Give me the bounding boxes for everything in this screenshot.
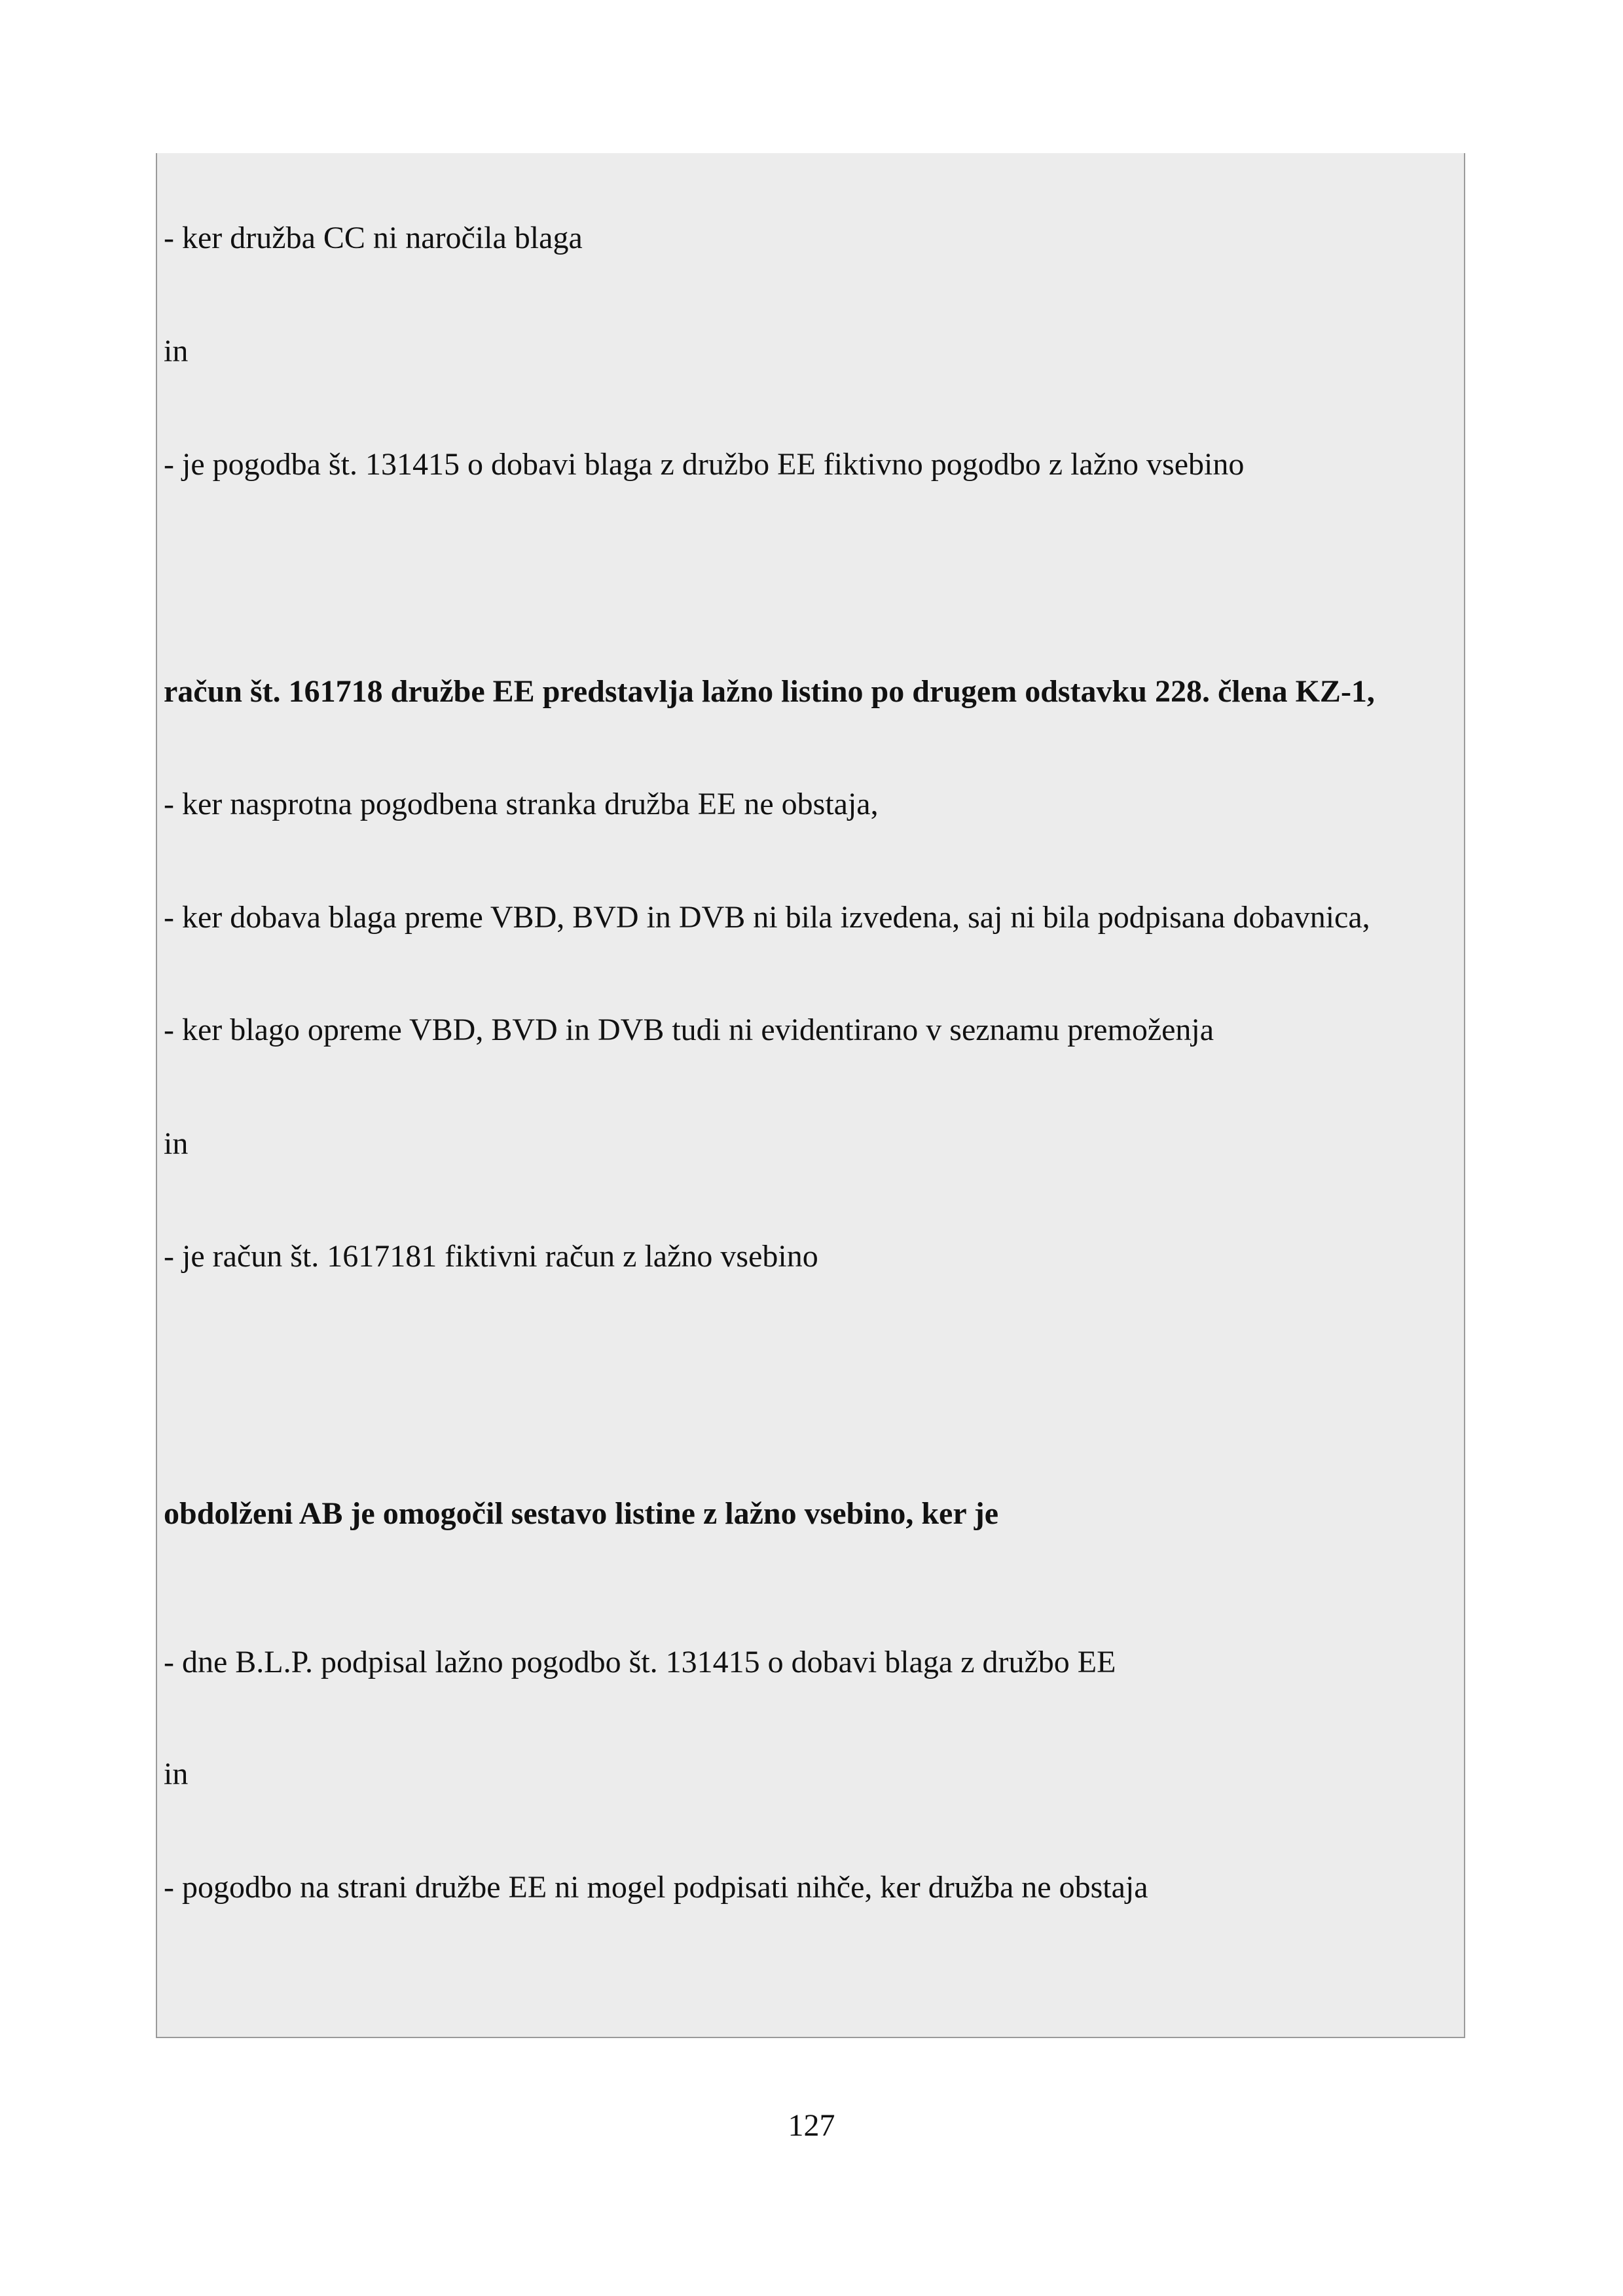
text-line: in [164, 1126, 189, 1161]
text-line: - ker družba CC ni naročila blaga [164, 221, 583, 255]
text-line: - ker blago opreme VBD, BVD in DVB tudi ni evidentirano v seznamu premoženja [164, 1013, 1214, 1047]
page-number: 127 [788, 2108, 835, 2143]
text-line: - ker nasprotna pogodbena stranka družba EE ne obstaja, [164, 787, 879, 821]
bold-heading-line: obdolženi AB je omogočil sestavo listine z lažno vsebino, ker je [164, 1496, 999, 1531]
text-line: - dne B.L.P. podpisal lažno pogodbo št. 131415 o dobavi blaga z družbo EE [164, 1645, 1116, 1679]
text-line: in [164, 334, 189, 368]
text-line: in [164, 1757, 189, 1791]
text-line: - pogodbo na strani družbe EE ni mogel podpisati nihče, ker družba ne obstaja [164, 1870, 1148, 1905]
text-line: - je pogodba št. 131415 o dobavi blaga z družbo EE fiktivno pogodbo z lažno vsebino [164, 447, 1245, 482]
bold-heading-line: račun št. 161718 družbe EE predstavlja lažno listino po drugem odstavku 228. člena KZ-1, [164, 674, 1375, 709]
shaded-text-box [156, 153, 1465, 2038]
text-line: - je račun št. 1617181 fiktivni račun z lažno vsebino [164, 1239, 818, 1274]
text-line: - ker dobava blaga preme VBD, BVD in DVB ni bila izvedena, saj ni bila podpisana dobavnica, [164, 900, 1370, 935]
